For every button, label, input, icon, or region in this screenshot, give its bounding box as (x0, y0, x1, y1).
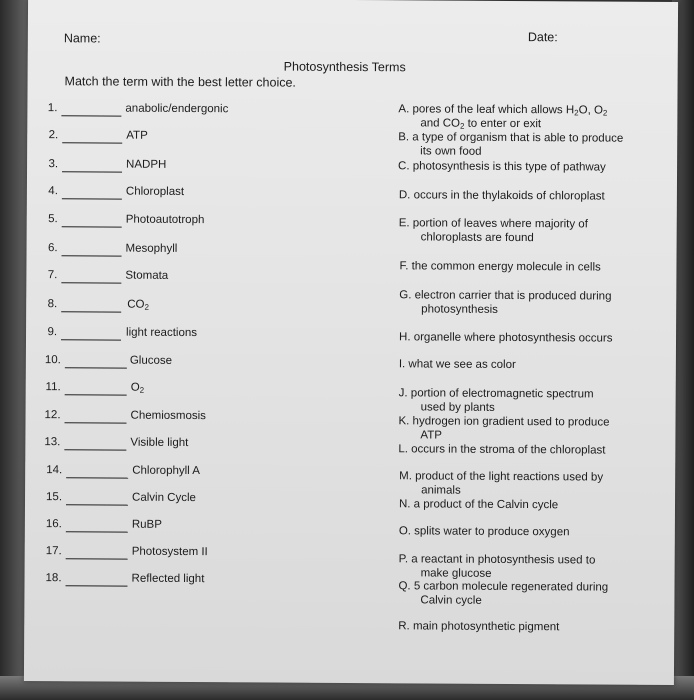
choice-r: R. main photosynthetic pigment (398, 620, 560, 634)
term-number: 10. (44, 354, 61, 367)
term-number: 7. (47, 269, 58, 282)
answer-blank[interactable] (64, 449, 126, 450)
term-label: NADPH (126, 158, 167, 171)
term-label: RuBP (131, 518, 162, 531)
term-label: Mesophyll (125, 242, 178, 255)
term-label: Stomata (125, 269, 169, 282)
answer-blank[interactable] (66, 531, 128, 532)
choice-h: H. organelle where photosynthesis occurs (398, 331, 613, 345)
term-label: $CO_2$ (127, 298, 149, 312)
answer-blank[interactable] (61, 282, 121, 283)
answer-blank[interactable] (62, 255, 122, 256)
choice-d: D. occurs in the thylakoids of chloroplast (398, 189, 605, 203)
term-number: 16. (45, 518, 62, 531)
choice-g: G. electron carrier that is produced during photosynthesis (399, 289, 612, 316)
page-title: Photosynthesis Terms (283, 59, 406, 75)
term-number: 17. (45, 545, 62, 558)
term-number: 18. (45, 572, 62, 585)
choice-l: L. occurs in the stroma of the chloroplast (398, 443, 606, 457)
term-label: Photoautotroph (125, 213, 205, 227)
choice-f: F. the common energy molecule in cells (399, 260, 601, 274)
choice-k: K. hydrogen ion gradient used to produce ATP (398, 415, 610, 442)
term-number: 3. (48, 158, 59, 171)
term-number: 11. (45, 381, 61, 394)
term-label: light reactions (126, 326, 198, 340)
term-number: 14. (46, 464, 63, 477)
answer-blank[interactable] (66, 477, 128, 478)
answer-blank[interactable] (62, 142, 122, 143)
choice-n: N. a product of the Calvin cycle (398, 498, 559, 512)
term-number: 1. (47, 102, 58, 115)
answer-blank[interactable] (65, 394, 127, 395)
term-number: 8. (47, 298, 58, 311)
answer-blank[interactable] (65, 585, 127, 586)
answer-blank[interactable] (64, 422, 126, 423)
term-number: 12. (44, 409, 61, 422)
choice-a: A. pores of the leaf which allows $H_2O$, $O_2$ and $CO_2$ to enter or exit (398, 103, 608, 131)
answer-blank[interactable] (62, 171, 122, 172)
answer-blank[interactable] (61, 339, 121, 340)
term-label: anabolic/endergonic (125, 102, 229, 116)
choice-e: E. portion of leaves where majority of chloroplasts are found (398, 217, 588, 244)
term-label: $O_2$ (130, 381, 145, 395)
term-number: 15. (46, 491, 63, 504)
choice-q: Q. 5 carbon molecule regenerated during Calvin cycle (398, 580, 609, 607)
term-label: Calvin Cycle (132, 491, 196, 505)
term-number: 6. (47, 242, 58, 255)
choice-b: B. a type of organism that is able to produce its own food (398, 131, 624, 158)
term-label: Glucose (129, 354, 173, 367)
choice-i: I. what we see as color (398, 358, 516, 372)
name-label: Name: (63, 31, 101, 46)
term-number: 5. (48, 213, 58, 226)
answer-blank[interactable] (62, 226, 122, 227)
worksheet-page (24, 0, 678, 685)
term-number: 9. (47, 326, 58, 339)
term-label: ATP (126, 129, 148, 142)
answer-blank[interactable] (62, 198, 122, 199)
answer-blank[interactable] (61, 115, 121, 116)
answer-blank[interactable] (66, 558, 128, 559)
term-label: Visible light (130, 436, 189, 450)
date-label: Date: (527, 30, 558, 45)
instructions: Match the term with the best letter choice. (64, 74, 296, 90)
term-label: Chloroplast (125, 185, 185, 198)
term-number: 2. (48, 129, 59, 142)
term-label: Chemiosmosis (130, 409, 207, 423)
answer-blank[interactable] (61, 311, 121, 312)
choice-p: P. a reactant in photosynthesis used to make glucose (398, 553, 596, 580)
answer-blank[interactable] (66, 504, 128, 505)
term-label: Chlorophyll A (132, 464, 201, 478)
choice-j: J. portion of electromagnetic spectrum used by plants (398, 387, 594, 414)
term-label: Photosystem II (131, 545, 208, 559)
term-number: 4. (48, 185, 58, 198)
answer-blank[interactable] (65, 367, 127, 368)
choice-c: C. photosynthesis is this type of pathway (398, 160, 606, 174)
choice-m: M. product of the light reactions used by animals (399, 470, 604, 497)
choice-o: O. splits water to produce oxygen (398, 525, 570, 539)
term-label: Reflected light (131, 572, 205, 586)
term-number: 13. (44, 436, 61, 449)
